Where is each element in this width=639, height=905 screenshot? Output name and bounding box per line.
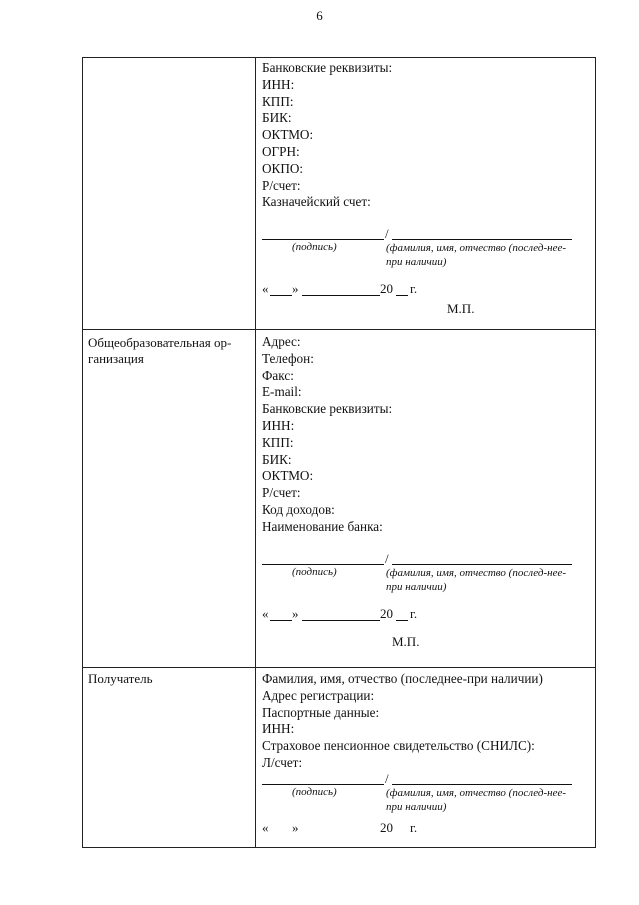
day-blank (270, 606, 292, 621)
role-label: Получатель (88, 671, 153, 686)
details-cell (256, 330, 596, 668)
details-cell (256, 58, 596, 330)
list-item: БИК: (262, 451, 292, 467)
list-item: ИНН: (262, 76, 295, 92)
date-field (262, 281, 595, 299)
month-blank (302, 281, 380, 296)
signature-block (262, 772, 595, 820)
date-field (262, 820, 595, 838)
list-item: Адрес: (262, 334, 301, 349)
list-item: Банковские реквизиты: (262, 401, 393, 417)
list-item: Банковские реквизиты: (262, 60, 393, 75)
date-quote-open: « (262, 281, 269, 297)
signature-block (262, 227, 595, 275)
list-item: Код доходов: (262, 501, 335, 517)
year-blank (396, 606, 408, 621)
year-blank (396, 281, 408, 296)
role-label (83, 58, 255, 61)
date-field (262, 606, 595, 624)
table-row (83, 668, 596, 848)
list-item: ИНН: (262, 721, 295, 737)
signature-caption: (подпись) (292, 785, 337, 798)
list-item: ОКПО: (262, 160, 304, 176)
list-item: Страховое пенсионное свидетельство (СНИЛС): (262, 738, 535, 754)
list-item: Факс: (262, 367, 294, 383)
list-item: КПП: (262, 434, 294, 450)
separator-slash: / (385, 226, 389, 242)
list-item: КПП: (262, 93, 294, 109)
requisites-table (82, 57, 596, 848)
list-item: Казначейский счет: (262, 194, 371, 210)
list-item: ОГРН: (262, 143, 300, 159)
signature-block (262, 552, 595, 600)
signature-line (262, 239, 384, 240)
day-blank (270, 281, 292, 296)
table-row (83, 330, 596, 668)
year-suffix: г. (410, 281, 418, 297)
name-line (392, 239, 572, 240)
list-item: Фамилия, имя, отчество (последнее-при наличии) (262, 671, 543, 686)
month-blank (302, 606, 380, 621)
stamp-label: М.П. (447, 301, 475, 317)
table-row (83, 58, 596, 330)
separator-slash: / (385, 770, 389, 786)
list-item: ИНН: (262, 417, 295, 433)
date-quote-close: » (292, 281, 299, 297)
role-cell (83, 668, 256, 848)
list-item: Л/счет: (262, 754, 303, 770)
signature-line (262, 564, 384, 565)
list-item: Р/счет: (262, 485, 301, 501)
name-caption: (фамилия, имя, отчество (послед-нее-при наличии) (386, 786, 567, 813)
role-label: Общеобразовательная ор-ганизация (88, 335, 232, 366)
signature-caption: (подпись) (292, 241, 337, 254)
date-quote-open: « (262, 819, 269, 835)
list-item: ОКТМО: (262, 468, 314, 484)
date-quote-open: « (262, 605, 269, 621)
separator-slash: / (385, 550, 389, 566)
name-line (392, 784, 572, 785)
list-item: E-mail: (262, 384, 302, 400)
role-cell (83, 330, 256, 668)
list-item: Паспортные данные: (262, 704, 380, 720)
name-line (392, 564, 572, 565)
name-caption: (фамилия, имя, отчество (послед-нее-при наличии) (386, 566, 567, 593)
year-prefix: 20 (380, 605, 393, 621)
list-item: ОКТМО: (262, 127, 314, 143)
list-item: Адрес регистрации: (262, 687, 375, 703)
date-quote-close: » (292, 605, 299, 621)
signature-caption: (подпись) (292, 565, 337, 578)
list-item: Наименование банка: (262, 518, 383, 534)
year-suffix: г. (410, 819, 418, 835)
list-item: Р/счет: (262, 177, 301, 193)
year-prefix: 20 (380, 819, 393, 835)
details-cell (256, 668, 596, 848)
year-prefix: 20 (380, 281, 393, 297)
role-cell (83, 58, 256, 330)
page-number: 6 (316, 8, 323, 23)
year-suffix: г. (410, 605, 418, 621)
list-item: БИК: (262, 110, 292, 126)
name-caption: (фамилия, имя, отчество (послед-нее-при наличии) (386, 242, 567, 269)
stamp-label: М.П. (392, 633, 420, 649)
signature-line (262, 784, 384, 785)
list-item: Телефон: (262, 350, 314, 366)
date-quote-close: » (292, 819, 299, 835)
